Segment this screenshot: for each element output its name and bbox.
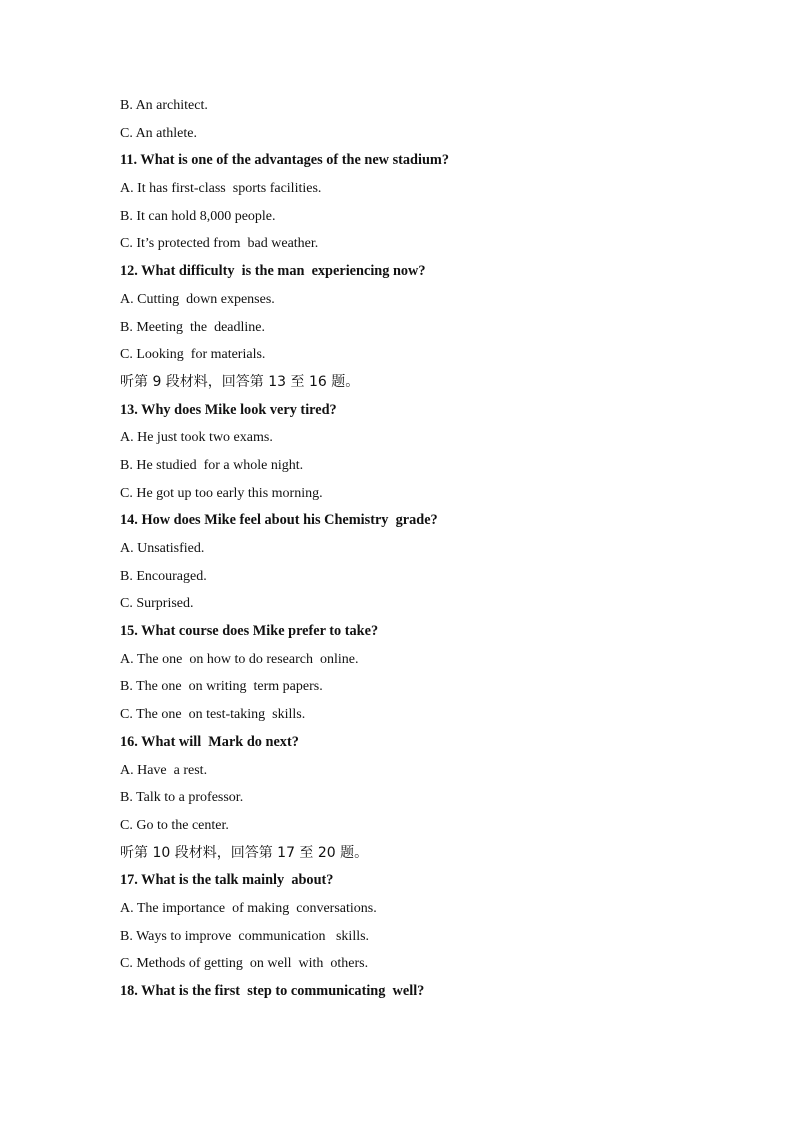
option-11b: B. It can hold 8,000 people.	[120, 208, 276, 224]
option-14c: C. Surprised.	[120, 596, 194, 612]
option-15b: B. The one on writing term papers.	[120, 679, 323, 695]
option-11a: A. It has first-class sports facilities.	[120, 181, 322, 197]
option-12c: C. Looking for materials.	[120, 347, 266, 363]
option-17a: A. The importance of making conversations.	[120, 900, 377, 916]
question-18: 18. What is the first step to communicating well?	[120, 983, 425, 999]
question-11: 11. What is one of the advantages of the new stadium?	[120, 152, 449, 169]
option-13a: A. He just took two exams.	[120, 430, 273, 446]
option-13b: B. He studied for a whole night.	[120, 457, 304, 473]
question-15: 15. What course does Mike prefer to take?	[120, 623, 379, 640]
option-17b: B. Ways to improve communication skills.	[120, 928, 370, 944]
section-instruction-10: 听第 10 段材料，回答第 17 至 20 题。	[120, 844, 369, 861]
option-17c: C. Methods of getting on well with others.	[120, 956, 369, 972]
option-10c: C. An athlete.	[120, 125, 197, 141]
option-10b: B. An architect.	[120, 98, 208, 113]
option-12a: A. Cutting down expenses.	[120, 291, 275, 307]
option-16a: A. Have a rest.	[120, 762, 208, 778]
option-14b: B. Encouraged.	[120, 568, 207, 584]
question-13: 13. Why does Mike look very tired?	[120, 401, 337, 418]
option-15a: A. The one on how to do research online.	[120, 651, 359, 667]
option-15c: C. The one on test-taking skills.	[120, 707, 306, 723]
question-17: 17. What is the talk mainly about?	[120, 872, 334, 889]
option-16b: B. Talk to a professor.	[120, 790, 244, 806]
option-12b: B. Meeting the deadline.	[120, 319, 266, 335]
option-13c: C. He got up too early this morning.	[120, 485, 323, 501]
option-16c: C. Go to the center.	[120, 817, 229, 833]
question-12: 12. What difficulty is the man experiencing now?	[120, 263, 426, 280]
question-14: 14. How does Mike feel about his Chemistry grade?	[120, 512, 438, 529]
question-16: 16. What will Mark do next?	[120, 733, 299, 750]
option-11c: C. It’s protected from bad weather.	[120, 236, 319, 252]
option-14a: A. Unsatisfied.	[120, 541, 205, 556]
section-instruction-9: 听第 9 段材料，回答第 13 至 16 题。	[120, 373, 360, 390]
exam-page	[120, 95, 740, 1009]
